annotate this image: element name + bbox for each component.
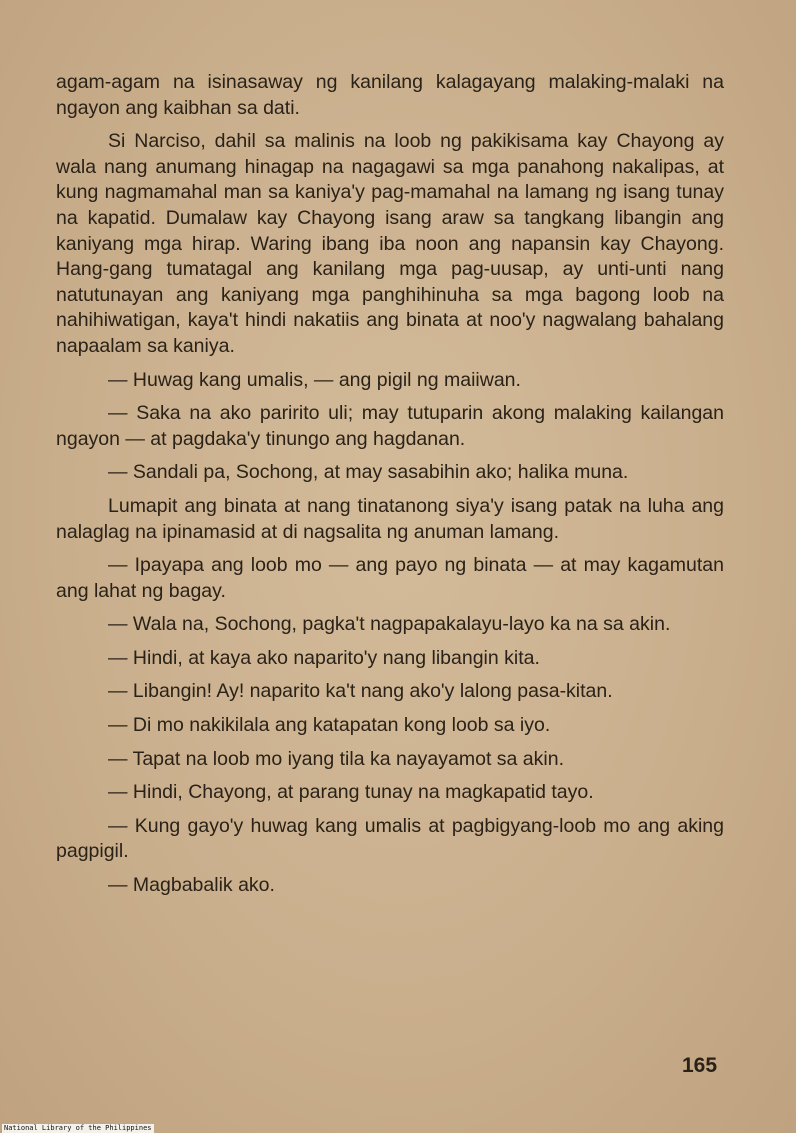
dialogue-line: — Huwag kang umalis, — ang pigil ng maiiwan. (108, 368, 521, 391)
paragraph-1: agam-agam na isinasaway ng kanilang kalagayang malaking-malaki na ngayon ang kaibhan sa dati. (56, 71, 724, 119)
body-text (56, 70, 724, 899)
dialogue-line: — Saka na ako paririto uli; may tutuparin akong malaking kailangan ngayon — at pagdaka'y tinungo ang hagdanan. (56, 402, 724, 450)
page-number: 165 (682, 1054, 718, 1077)
dialogue-line: — Ipayapa ang loob mo — ang payo ng binata — at may kagamutan ang lahat ng bagay. (56, 554, 724, 602)
dialogue-line: — Magbabalik ako. (108, 874, 275, 897)
dialogue-line: — Wala na, Sochong, pagka't nagpapakalayu-layo ka na sa akin. (108, 613, 671, 636)
paragraph-2: Si Narciso, dahil sa malinis na loob ng pakikisama kay Chayong ay wala nang anumang hinagap na nagagawi sa mga panahong nakalipas, at kung nagmamahal man sa kaniya'y pag-mamahal na lamang ng isang tunay na kapatid. Dumalaw kay Chayong isang araw sa tangkang libangin ang kaniyang mga hirap. Waring ibang iba noon ang napansin kay Chayong. Hang-gang tumatagal ang kanilang mga pag-uusap, ay unti-unti nang natutunayan ang kaniyang mga panghihinuha sa mga bagong loob na nahihiwatigan, kaya't hindi nakatiis ang binata at noo'y nagwalang bahalang napaalam sa kaniya. (56, 130, 724, 357)
library-footer: National Library of the Philippines (4, 1124, 152, 1132)
dialogue-line: — Hindi, Chayong, at parang tunay na magkapatid tayo. (108, 781, 594, 804)
dialogue-line: — Tapat na loob mo iyang tila ka nayayamot sa akin. (108, 747, 564, 770)
dialogue-line: — Kung gayo'y huwag kang umalis at pagbigyang-loob mo ang aking pagpigil. (56, 814, 724, 863)
dialogue-line: — Di mo nakikilala ang katapatan kong loob sa iyo. (108, 714, 551, 737)
dialogue-line: — Libangin! Ay! naparito ka't nang ako'y lalong pasa-kitan. (108, 680, 613, 703)
dialogue-line: — Hindi, at kaya ako naparito'y nang libangin kita. (108, 646, 540, 669)
paragraph-narration: Lumapit ang binata at nang tinatanong siya'y isang patak na luha ang nalaglag na ipinamasid at di nagsalita ng anuman lamang. (56, 494, 724, 543)
dialogue-line: — Sandali pa, Sochong, at may sasabihin ako; halika muna. (108, 461, 629, 484)
